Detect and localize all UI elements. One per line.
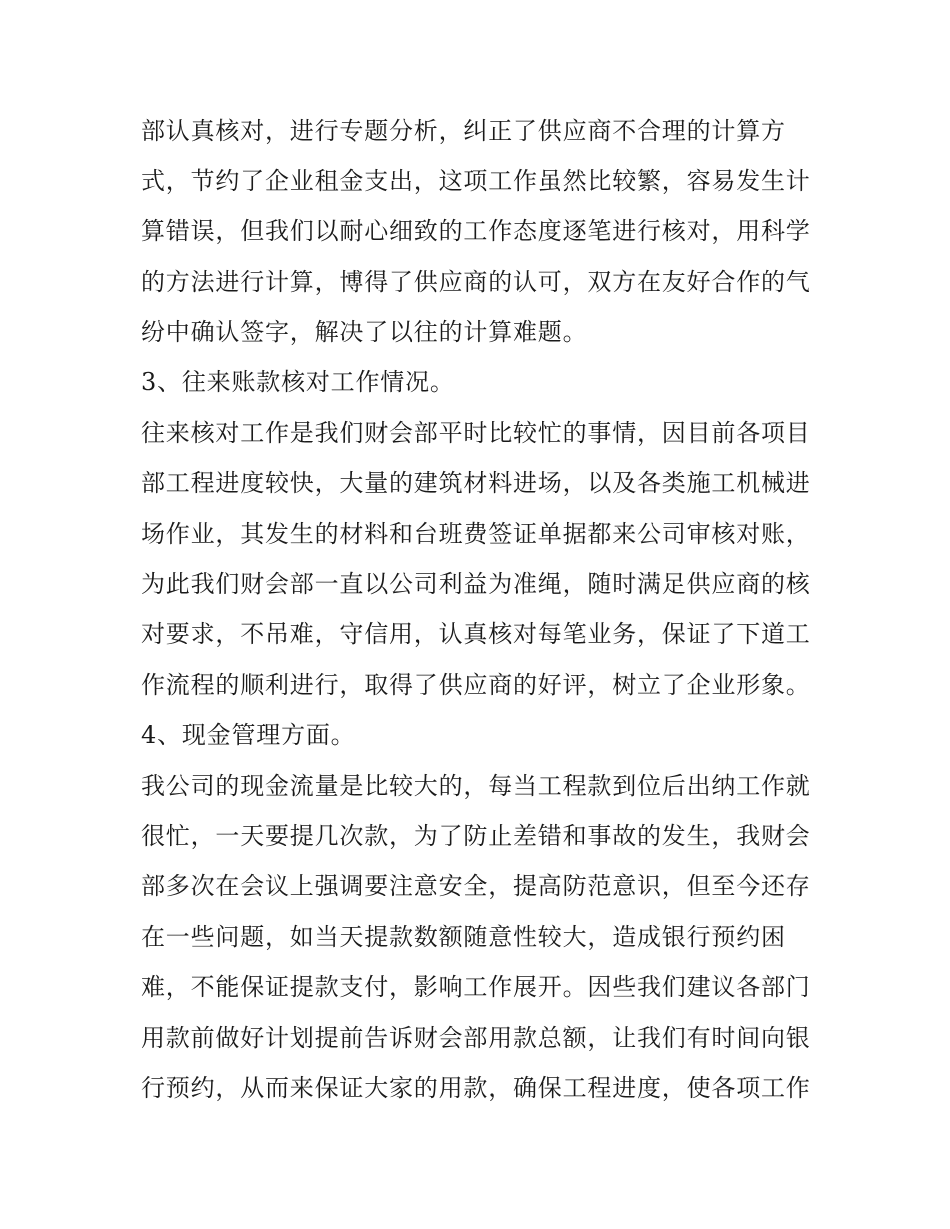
paragraph-line: 纷中确认签字，解决了以往的计算难题。 <box>141 318 588 346</box>
section-heading: 4、现金管理方面。 <box>141 721 356 749</box>
paragraph-line: 难，不能保证提款支付，影响工作展开。因些我们建议各部门 <box>141 973 811 1001</box>
paragraph-line: 算错误，但我们以耐心细致的工作态度逐笔进行核对，用科学 <box>141 217 811 245</box>
section-heading: 3、往来账款核对工作情况。 <box>141 368 455 396</box>
paragraph-line: 部工程进度较快，大量的建筑材料进场，以及各类施工机械进 <box>141 469 811 497</box>
paragraph-line: 在一些问题，如当天提款数额随意性较大，造成银行预约困 <box>141 923 786 951</box>
paragraph-line: 很忙，一天要提几次款，为了防止差错和事故的发生，我财会 <box>141 822 811 850</box>
paragraph-line: 为此我们财会部一直以公司利益为准绳，随时满足供应商的核 <box>141 570 811 598</box>
paragraph-line: 作流程的顺利进行，取得了供应商的好评，树立了企业形象。 <box>141 671 811 699</box>
paragraph-line: 部多次在会议上强调要注意安全，提高防范意识，但至今还存 <box>141 872 811 900</box>
paragraph-line: 式，节约了企业租金支出，这项工作虽然比较繁，容易发生计 <box>141 167 811 195</box>
paragraph-line: 对要求，不吊难，守信用，认真核对每笔业务，保证了下道工 <box>141 620 811 648</box>
paragraph-line: 部认真核对，进行专题分析，纠正了供应商不合理的计算方 <box>141 117 786 145</box>
paragraph-line: 场作业，其发生的材料和台班费签证单据都来公司审核对账， <box>141 520 811 548</box>
paragraph-line: 的方法进行计算，博得了供应商的认可，双方在友好合作的气 <box>141 268 811 296</box>
paragraph-line: 行预约，从而来保证大家的用款，确保工程进度，使各项工作 <box>141 1074 811 1102</box>
paragraph-line: 我公司的现金流量是比较大的，每当工程款到位后出纳工作就 <box>141 772 811 800</box>
paragraph-line: 往来核对工作是我们财会部平时比较忙的事情，因目前各项目 <box>141 419 811 447</box>
paragraph-line: 用款前做好计划提前告诉财会部用款总额，让我们有时间向银 <box>141 1024 811 1052</box>
